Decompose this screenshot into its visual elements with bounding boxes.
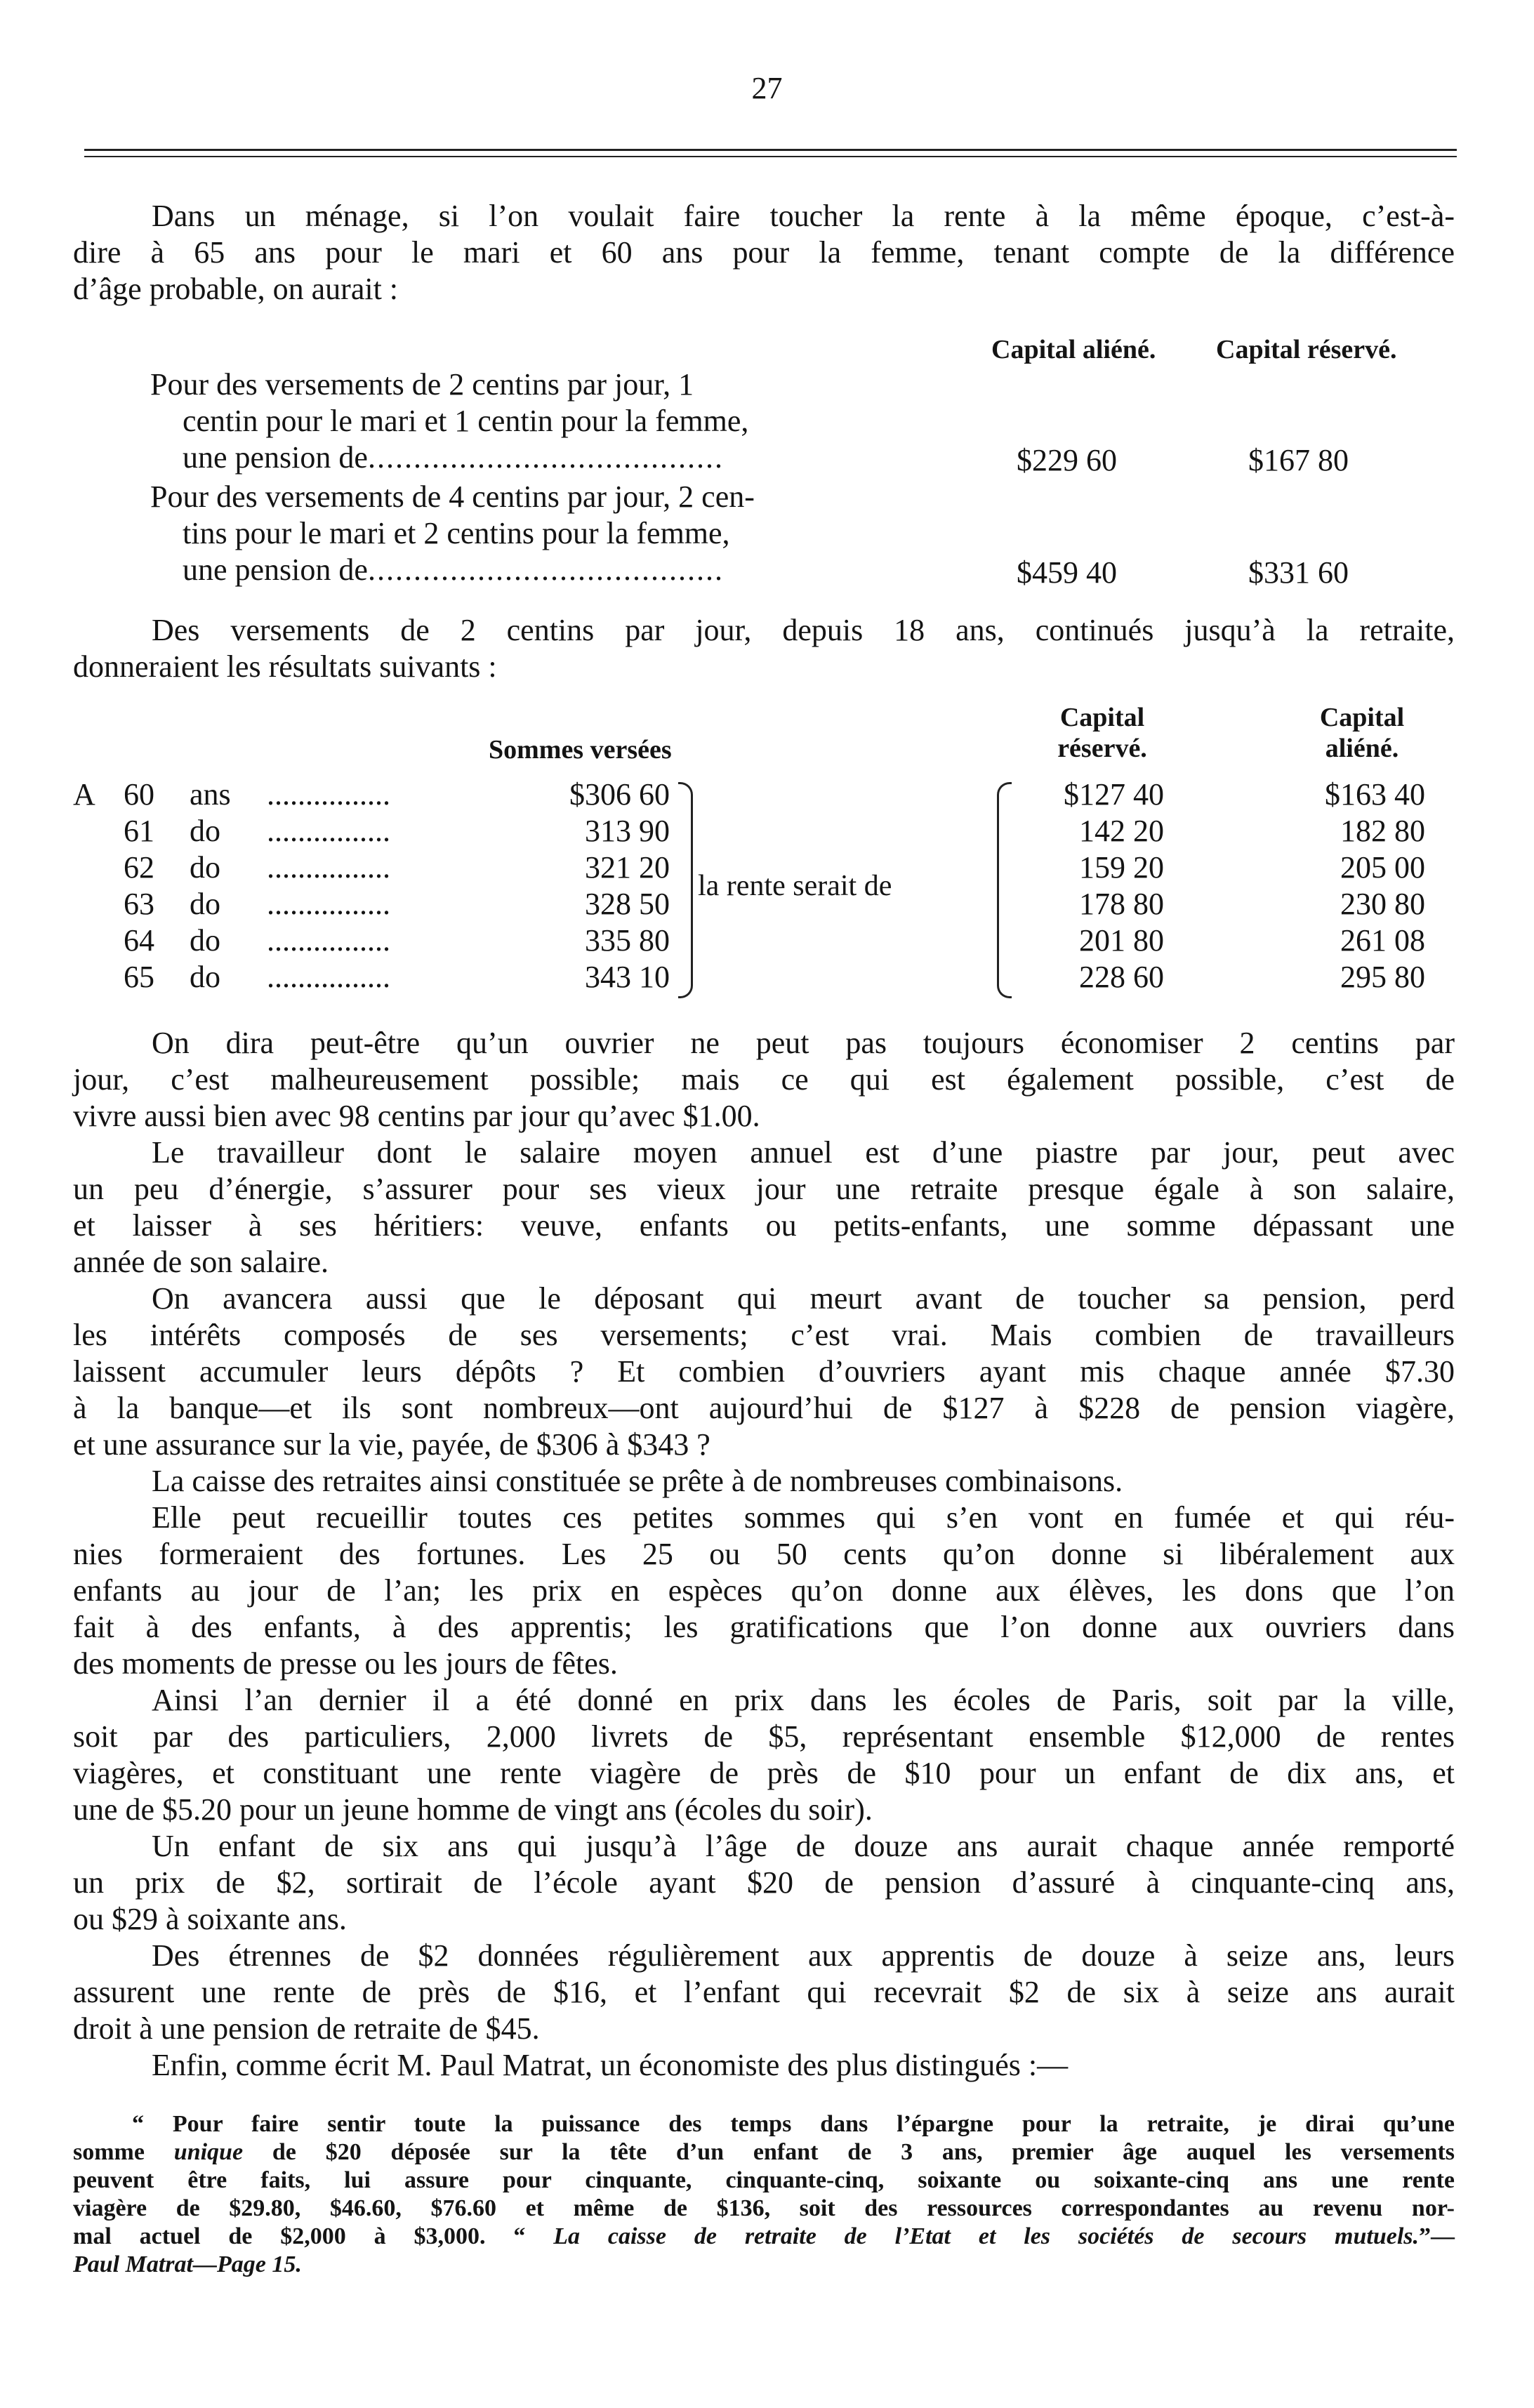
header-capital-aliene-2: Capital aliéné. [1319, 703, 1405, 763]
option-1-reserved: $167 80 [1248, 443, 1349, 477]
text-line: d’âge probable, on aurait : [73, 272, 399, 306]
text-line: On dira peut-être qu’un ouvrier ne peut pas toujours économiser 2 centins par [152, 1026, 1455, 1060]
row-age: 63 [124, 887, 154, 921]
row-unit: do [190, 850, 220, 885]
text-line: Pour des versements de 2 centins par jour, 1 [150, 367, 694, 402]
text-line: enfants au jour de l’an; les prix en espèces qu’on donne aux élèves, les dons que l’on [73, 1573, 1455, 1608]
text-line: On avancera aussi que le déposant qui meurt avant de toucher sa pension, perd [152, 1281, 1455, 1316]
row-sum: $306 60 [569, 777, 670, 812]
text-line: centin pour le mari et 1 centin pour la femme, [183, 404, 749, 438]
row-dots: ................ [267, 850, 390, 885]
row-capital-reserve: 178 80 [1079, 887, 1164, 921]
text-line: vivre aussi bien avec 98 centins par jour qu’avec $1.00. [73, 1099, 760, 1133]
row-capital-aliene: 230 80 [1340, 887, 1425, 921]
text-line: “ Pour faire sentir toute la puissance des temps dans l’épargne pour la retraite, je dirai qu’une [132, 2111, 1455, 2137]
row-dots: ................ [267, 814, 390, 848]
footnote [73, 2110, 1455, 2279]
paragraph-6 [73, 1682, 1455, 1828]
text-line: une pension de....................................... [183, 440, 724, 475]
paragraph-3 [73, 1281, 1455, 1463]
paragraph-8 [73, 1938, 1455, 2047]
row-dots: ................ [267, 887, 390, 921]
option-2-reserved: $331 60 [1248, 555, 1349, 590]
row-age: 60 [124, 777, 154, 812]
text-line: Elle peut recueillir toutes ces petites sommes qui s’en vont en fumée et qui réu- [152, 1500, 1455, 1535]
row-unit: do [190, 960, 220, 994]
right-brace [997, 782, 1012, 998]
text-line: dire à 65 ans pour le mari et 60 ans pour la femme, tenant compte de la différence [73, 235, 1455, 270]
text-line: somme unique de $20 déposée sur la tête d’un enfant de 3 ans, premier âge auquel les versements [73, 2139, 1455, 2165]
text-line: Enfin, comme écrit M. Paul Matrat, un économiste des plus distingués :— [152, 2048, 1069, 2082]
text-line: viagère de $29.80, $46.60, $76.60 et même de $136, soit des ressources correspondantes au revenu nor- [73, 2195, 1455, 2221]
paragraph-1 [73, 1025, 1455, 1134]
left-brace [678, 782, 693, 998]
row-unit: do [190, 814, 220, 848]
text-line: soit par des particuliers, 2,000 livrets de $5, représentant ensemble $12,000 de rentes [73, 1719, 1455, 1754]
row-dots: ................ [267, 923, 390, 958]
row-capital-aliene: 182 80 [1340, 814, 1425, 848]
paragraph-4 [73, 1463, 1455, 1500]
text-line: un peu d’énergie, s’assurer pour ses vieux jour une retraite presque égale à son salaire, [73, 1172, 1455, 1206]
text-line: Un enfant de six ans qui jusqu’à l’âge de douze ans aurait chaque année remporté [152, 1829, 1455, 1863]
paragraph-7 [73, 1828, 1455, 1938]
row-dots: ................ [267, 777, 390, 812]
row-unit: do [190, 923, 220, 958]
text-line: ou $29 à soixante ans. [73, 1902, 347, 1936]
text-line: et une assurance sur la vie, payée, de $306 à $343 ? [73, 1427, 710, 1462]
header-sommes-versees: Sommes versées [489, 735, 672, 765]
row-capital-reserve: 228 60 [1079, 960, 1164, 994]
row-dots: ................ [267, 960, 390, 994]
row-age: 62 [124, 850, 154, 885]
option-2-text [150, 479, 755, 588]
text-line: tins pour le mari et 2 centins pour la femme, [183, 516, 730, 550]
page-number: 27 [751, 71, 783, 105]
text-line: Paul Matrat—Page 15. [73, 2251, 302, 2277]
row-unit: do [190, 887, 220, 921]
text-line: laissent accumuler leurs dépôts ? Et combien d’ouvriers ayant mis chaque année $7.30 [73, 1354, 1455, 1389]
row-sum: 313 90 [585, 814, 670, 848]
text-line: mal actuel de $2,000 à $3,000. “ La caisse de retraite de l’Etat et les sociétés de secours mutuels.”— [73, 2223, 1455, 2249]
row-prefix: A [73, 777, 95, 812]
text-line: jour, c’est malheureusement possible; mais ce qui est également possible, c’est de [73, 1062, 1455, 1097]
text-line: et laisser à ses héritiers: veuve, enfants ou petits-enfants, une somme dépassant une [73, 1208, 1455, 1243]
row-sum: 328 50 [585, 887, 670, 921]
paragraph-9 [73, 2047, 1455, 2084]
paragraph-2 [73, 1134, 1455, 1281]
text-line: peuvent être faits, lui assure pour cinquante, cinquante-cinq, soixante ou soixante-cinq ans une rente [73, 2167, 1455, 2193]
text-line: Ainsi l’an dernier il a été donné en prix dans les écoles de Paris, soit par la ville, [152, 1683, 1455, 1717]
text-line: les intérêts composés de ses versements; c’est vrai. Mais combien de travailleurs [73, 1318, 1455, 1352]
intro-paragraph [73, 198, 1455, 307]
row-capital-aliene: 295 80 [1340, 960, 1425, 994]
row-sum: 321 20 [585, 850, 670, 885]
text-line: droit à une pension de retraite de $45. [73, 2011, 540, 2046]
text-line: viagères, et constituant une rente viagère de près de $10 pour un enfant de dix ans, et [73, 1756, 1455, 1790]
text-line: Pour des versements de 4 centins par jour, 2 cen- [150, 479, 755, 514]
row-age: 64 [124, 923, 154, 958]
text-line: assurent une rente de près de $16, et l’enfant qui recevrait $2 de six à seize ans aurait [73, 1975, 1455, 2009]
text-line: Des étrennes de $2 données régulièrement aux apprentis de douze à seize ans, leurs [152, 1938, 1455, 1973]
row-age: 65 [124, 960, 154, 994]
row-sum: 343 10 [585, 960, 670, 994]
header-rule [84, 149, 1457, 151]
row-capital-reserve: 142 20 [1079, 814, 1164, 848]
row-capital-reserve: 159 20 [1079, 850, 1164, 885]
header-capital-reserve: Capital réservé. [1216, 335, 1397, 364]
row-sum: 335 80 [585, 923, 670, 958]
text-line: des moments de presse ou les jours de fêtes. [73, 1646, 618, 1681]
text-line: nies formeraient des fortunes. Les 25 ou 50 cents qu’on donne si libéralement aux [73, 1537, 1455, 1571]
row-capital-aliene: $163 40 [1325, 777, 1425, 812]
row-capital-reserve: 201 80 [1079, 923, 1164, 958]
row-capital-reserve: $127 40 [1064, 777, 1164, 812]
header-rule-thin [84, 156, 1457, 157]
row-capital-aliene: 261 08 [1340, 923, 1425, 958]
text-line: à la banque—et ils sont nombreux—ont aujourd’hui de $127 à $228 de pension viagère, [73, 1391, 1455, 1425]
option-1-text [150, 366, 748, 476]
option-1-alienated: $229 60 [1017, 443, 1117, 477]
text-line: donneraient les résultats suivants : [73, 649, 497, 684]
text-line: année de son salaire. [73, 1245, 329, 1279]
versements-paragraph [73, 612, 1455, 685]
option-2-alienated: $459 40 [1017, 555, 1117, 590]
paragraph-5 [73, 1500, 1455, 1682]
row-age: 61 [124, 814, 154, 848]
text-line: une de $5.20 pour un jeune homme de vingt ans (écoles du soir). [73, 1792, 873, 1827]
text-line: fait à des enfants, à des apprentis; les gratifications que l’on donne aux ouvriers dans [73, 1610, 1455, 1644]
rente-serait-de: la rente serait de [698, 870, 892, 902]
text-line: La caisse des retraites ainsi constituée se prête à de nombreuses combinaisons. [152, 1464, 1123, 1498]
row-unit: ans [190, 777, 231, 812]
header-capital-aliene: Capital aliéné. [991, 335, 1156, 364]
text-line: un prix de $2, sortirait de l’école ayant $20 de pension d’assuré à cinquante-cinq ans, [73, 1865, 1455, 1900]
text-line: Le travailleur dont le salaire moyen annuel est d’une piastre par jour, peut avec [152, 1135, 1455, 1170]
header-capital-reserve-2: Capital réservé. [1057, 703, 1147, 763]
text-line: une pension de....................................... [183, 553, 724, 587]
row-capital-aliene: 205 00 [1340, 850, 1425, 885]
text-line: Dans un ménage, si l’on voulait faire toucher la rente à la même époque, c’est-à- [152, 199, 1455, 233]
text-line: Des versements de 2 centins par jour, depuis 18 ans, continués jusqu’à la retraite, [152, 613, 1455, 647]
